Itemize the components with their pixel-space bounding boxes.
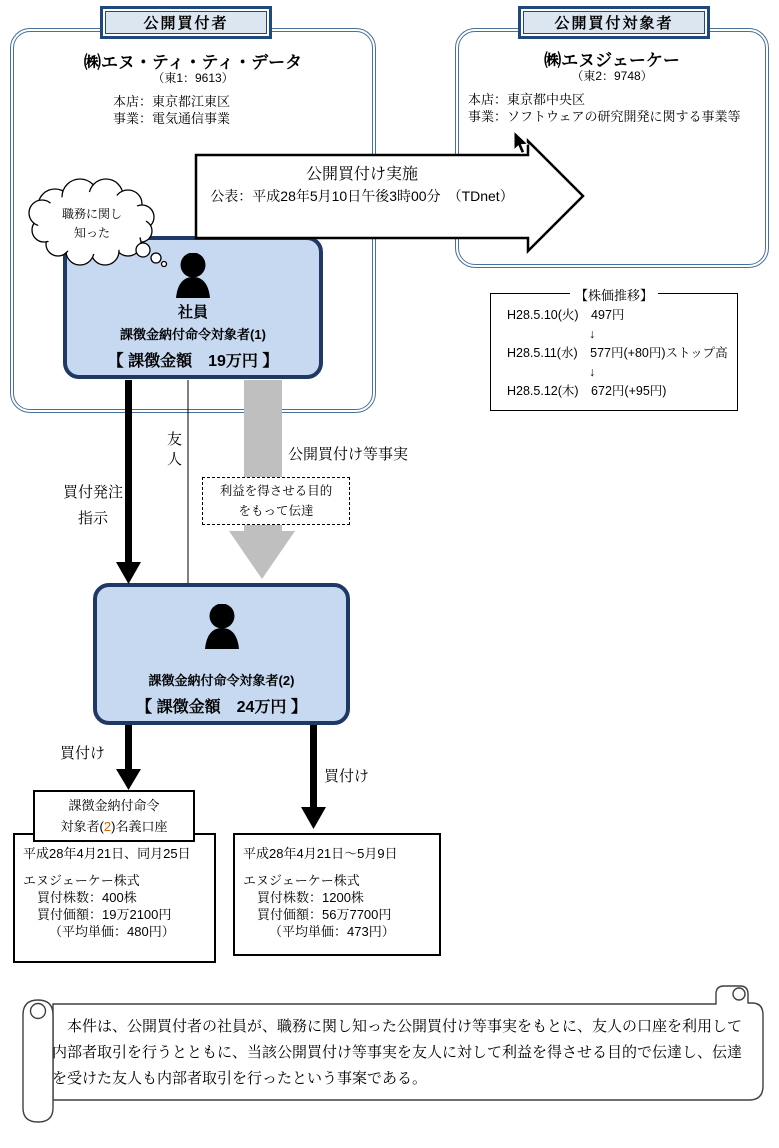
offeror-header-label: 公開買付者 <box>105 11 267 34</box>
purchase-right-amount: 買付価額：56万7700円 <box>257 907 392 922</box>
thought-cloud-line2: 知った <box>73 226 110 240</box>
target-business: 事業：ソフトウェアの研究開発に関する事業等 <box>468 109 741 124</box>
purchase-right-period: 平成28年4月21日～5月9日 <box>243 846 398 861</box>
account-label-line2-pre: 対象者( <box>60 819 104 834</box>
purpose-line2: をもって伝達 <box>238 504 314 518</box>
purchase-right-shares: 買付株数：1200株 <box>257 890 364 905</box>
mouse-cursor-icon <box>514 131 528 154</box>
offeror-business: 事業：電気通信事業 <box>113 111 231 126</box>
target-ticker: （東2：9748） <box>571 69 653 83</box>
thought-cloud-text <box>38 205 146 243</box>
buy-right-arrow-shape <box>301 725 326 829</box>
employee-designation: 課徴金納付命令対象者(1) <box>120 327 266 342</box>
purchase-right-stock: エヌジェーケー株式 <box>243 873 360 888</box>
stock-price-title: 【株価推移】 <box>570 285 658 304</box>
target-header-label: 公開買付対象者 <box>523 11 705 34</box>
target-office: 本店：東京都中央区 <box>468 92 586 107</box>
purchase-left-avg-price: （平均単価：480円） <box>49 924 175 939</box>
order-label-line2: 指示 <box>77 510 108 527</box>
friend-penalty: 【 課徴金額 24万円 】 <box>136 699 307 716</box>
buy-left-label: 買付け <box>60 745 106 762</box>
buy-left-arrow-shape <box>116 725 141 790</box>
order-label <box>42 480 144 532</box>
thought-cloud-line1: 職務に関し <box>61 207 122 221</box>
friend-designation: 課徴金納付命令対象者(2) <box>148 673 295 688</box>
account-label-line2-post: )名義口座 <box>111 819 168 834</box>
summary-text: 本件は、公開買付者の社員が、職務に関し知った公開買付け等事実をもとに、友人の口座を利用して内部者取引を行うとともに、当該公開買付け等事実を友人に対して利益を得させる目的で伝達し、伝達を受けた友人も内部者取引を行ったという事案である。 <box>52 1018 743 1087</box>
offeror-ticker: （東1：9613） <box>152 71 234 85</box>
stock-price-row: H28.5.12(木) 672円(+95円) <box>507 384 667 398</box>
tob-arrow-announcement: 公表：平成28年5月10日午後3時00分 （TDnet） <box>210 188 514 204</box>
target-company-name: ㈱エヌジェーケー <box>544 51 680 70</box>
purchase-left-amount: 買付価額：19万2100円 <box>37 907 172 922</box>
employee-role: 社員 <box>177 304 208 321</box>
down-arrow-icon: ↓ <box>589 365 596 379</box>
employee-penalty: 【 課徴金額 19万円 】 <box>107 353 279 370</box>
fact-label: 公開買付け等事実 <box>288 446 409 463</box>
tob-arrow-title: 公開買付け実施 <box>305 166 418 183</box>
purpose-box <box>202 477 350 525</box>
account-label-line1: 課徴金納付命令 <box>68 798 160 813</box>
friend-label: 友人 <box>167 431 183 468</box>
offeror-office: 本店：東京都江東区 <box>113 94 231 109</box>
purchase-left-shares: 買付株数：400株 <box>37 890 137 905</box>
purpose-line1: 利益を得させる目的 <box>219 484 333 498</box>
offeror-company-name: ㈱エヌ・ティ・ティ・データ <box>83 53 303 72</box>
purchase-right-avg-price: （平均単価：473円） <box>269 924 395 939</box>
purchase-left-period: 平成28年4月21日、同月25日 <box>23 846 191 861</box>
account-label-number: 2 <box>103 819 112 834</box>
stock-price-row: H28.5.10(火) 497円 <box>507 308 625 322</box>
order-label-line1: 買付発注 <box>62 484 123 501</box>
purchase-left-stock: エヌジェーケー株式 <box>23 873 140 888</box>
account-label-line2 <box>35 816 193 837</box>
down-arrow-icon: ↓ <box>589 327 596 341</box>
account-label-box <box>33 790 195 842</box>
buy-right-label: 買付け <box>324 768 370 785</box>
thought-bubble-trail-icon <box>136 243 167 267</box>
stock-price-row: H28.5.11(水) 577円(+80円)ストップ高 <box>507 346 728 360</box>
